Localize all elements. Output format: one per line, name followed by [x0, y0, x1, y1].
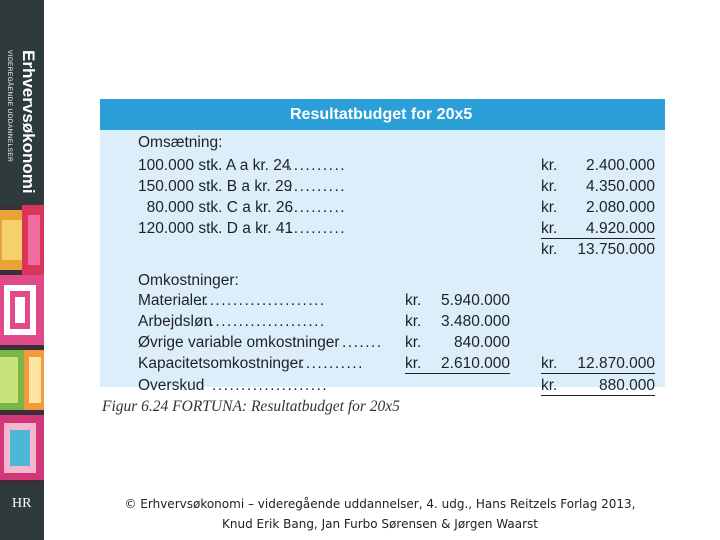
cost-label: Øvrige variable omkostninger — [138, 334, 340, 351]
currency-label: kr. — [405, 313, 422, 330]
revenue-amount: 2.080.000 — [586, 199, 655, 216]
brand-subtitle: VIDEREGÅENDE UDDANNELSER — [6, 50, 13, 163]
budget-title: Resultatbudget for 20x5 — [100, 99, 665, 130]
currency-label: kr. — [541, 199, 558, 216]
dot-leader: .......... — [288, 178, 347, 195]
cost-row — [100, 290, 665, 311]
cost-amount: 2.610.000 — [441, 355, 510, 372]
currency-label: kr. — [541, 178, 558, 195]
cost-underline — [405, 373, 510, 374]
profit-underline — [541, 395, 655, 396]
revenue-total-amount: 13.750.000 — [577, 241, 655, 258]
cost-row — [100, 353, 665, 374]
dot-leader: .......... — [288, 157, 347, 174]
budget-table — [100, 99, 665, 394]
sidebar — [0, 0, 44, 540]
revenue-amount: 2.400.000 — [586, 157, 655, 174]
decorative-pattern-icon — [0, 205, 44, 485]
profit-label: Overskud — [138, 377, 205, 394]
revenue-heading-row — [100, 132, 665, 153]
footer-line-2: Knud Erik Bang, Jan Furbo Sørensen & Jørgen Waarst — [222, 517, 538, 531]
brand-name: Erhvervsøkonomi — [19, 50, 38, 194]
cost-row — [100, 311, 665, 332]
dot-leader: ...................... — [198, 313, 326, 330]
currency-label: kr. — [405, 334, 422, 351]
cost-total-amount: 12.870.000 — [577, 355, 655, 372]
dot-leader: .......... — [288, 220, 347, 237]
profit-row — [100, 375, 665, 396]
dot-leader: ...................... — [198, 292, 326, 309]
currency-label: kr. — [541, 355, 558, 372]
cost-amount: 5.940.000 — [441, 292, 510, 309]
cost-amount: 3.480.000 — [441, 313, 510, 330]
revenue-row — [100, 197, 665, 218]
dot-leader: .......... — [288, 199, 347, 216]
currency-label: kr. — [541, 241, 558, 258]
revenue-row — [100, 155, 665, 176]
cost-amount: 840.000 — [453, 334, 510, 351]
figure-caption: Figur 6.24 FORTUNA: Resultatbudget for 20x5 — [102, 398, 400, 415]
revenue-amount: 4.350.000 — [586, 178, 655, 195]
cost-row — [100, 332, 665, 353]
revenue-total-row — [100, 239, 665, 260]
cost-label: Arbejdsløn — [138, 313, 213, 330]
currency-label: kr. — [405, 355, 422, 372]
currency-label: kr. — [541, 220, 558, 237]
revenue-amount: 4.920.000 — [586, 220, 655, 237]
cost-total-underline — [541, 373, 655, 374]
dot-leader: ....... — [342, 334, 383, 351]
revenue-label: 80.000 stk. C a kr. 26 — [138, 199, 294, 216]
profit-amount: 880.000 — [598, 377, 655, 394]
revenue-label: 150.000 stk. B a kr. 29 — [138, 178, 293, 195]
brand — [6, 50, 42, 200]
footer-line-1: © Erhvervsøkonomi – videregående uddannelser, 4. udg., Hans Reitzels Forlag 2013, — [124, 497, 636, 511]
dot-leader: ........... — [300, 355, 364, 372]
revenue-row — [100, 218, 665, 239]
revenue-row — [100, 176, 665, 197]
revenue-label: 120.000 stk. D a kr. 41 — [138, 220, 294, 237]
dot-leader: .................... — [212, 377, 329, 394]
currency-label: kr. — [541, 377, 558, 394]
cost-label: Kapacitetsomkostninger — [138, 355, 304, 372]
currency-label: kr. — [405, 292, 422, 309]
footer-copyright — [100, 494, 660, 534]
cost-label: Materialer — [138, 292, 207, 309]
revenue-heading: Omsætning: — [138, 134, 223, 151]
cost-heading-row — [100, 270, 665, 291]
currency-label: kr. — [541, 157, 558, 174]
revenue-label: 100.000 stk. A a kr. 24 — [138, 157, 291, 174]
publisher-logo: HR — [12, 496, 32, 511]
cost-heading: Omkostninger: — [138, 272, 239, 289]
